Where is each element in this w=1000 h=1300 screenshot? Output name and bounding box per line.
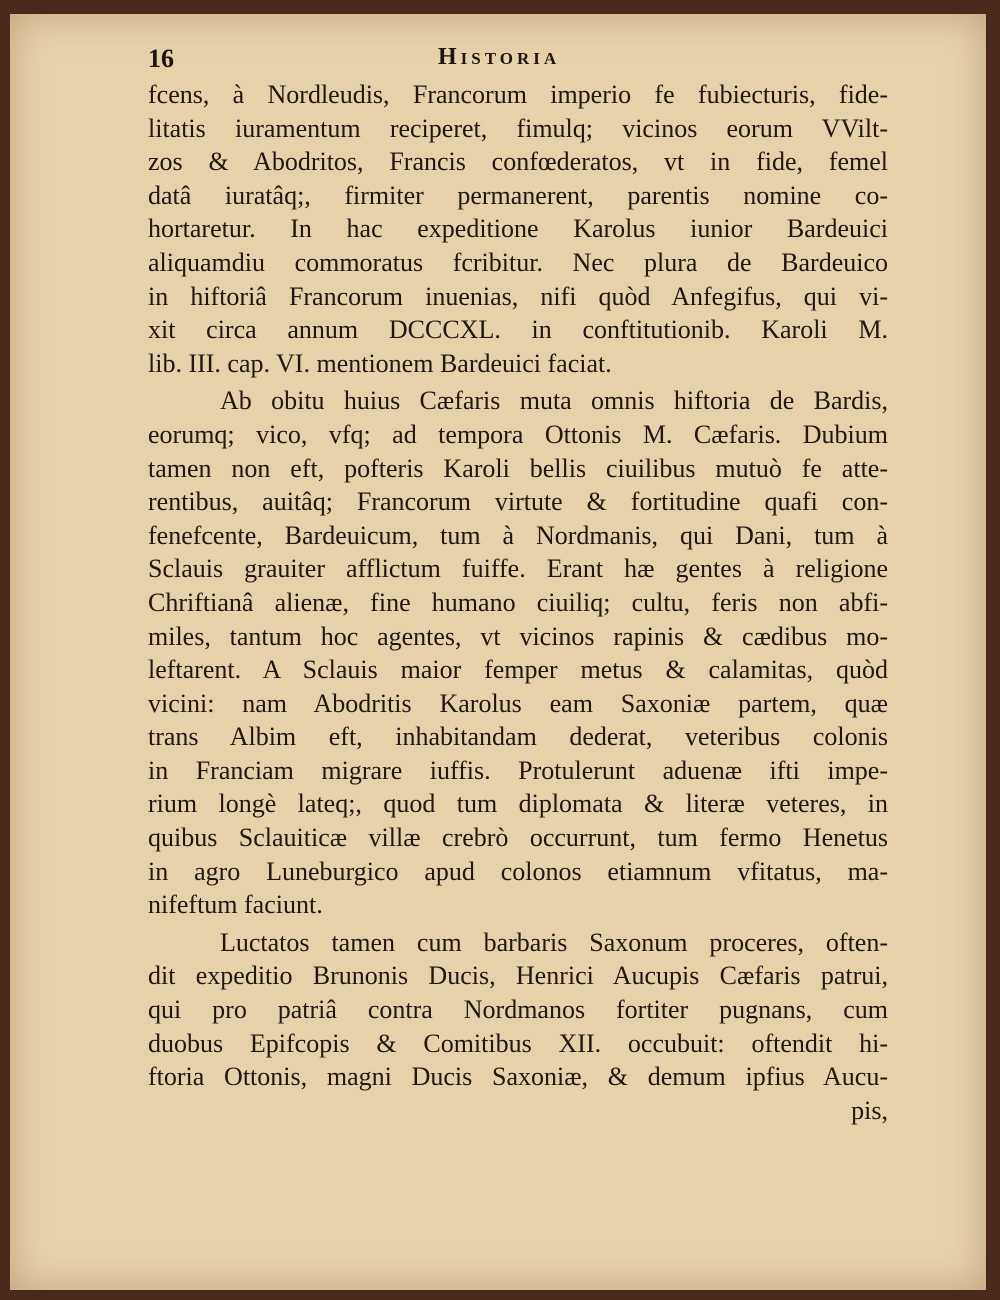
text-line: in hiftoriâ Francorum inuenias, nifi quòd Anfegifus, qui vi-	[148, 281, 888, 311]
text-line: qui pro patriâ contra Nordmanos fortiter pugnans, cum	[148, 995, 888, 1025]
text-line: quibus Sclauiticæ villæ crebrò occurrunt, tum fermo Henetus	[148, 823, 888, 853]
text-line: rium longè lateq;, quod tum diplomata & literæ veteres, in	[148, 789, 888, 819]
paragraph-2	[148, 384, 888, 922]
page-number: 16	[148, 44, 174, 73]
text-line: Chriftianâ alienæ, fine humano ciuiliq; cultu, feris non abfi-	[148, 587, 888, 617]
text-line: Sclauis grauiter afflictum fuiffe. Erant hæ gentes à religione	[148, 554, 888, 584]
text-line: fcens, à Nordleudis, Francorum imperio fe fubiecturis, fide-	[148, 80, 888, 109]
text-line: Ab obitu huius Cæfaris muta omnis hiftoria de Bardis,	[220, 386, 888, 416]
text-line: tamen non eft, pofteris Karoli bellis ciuilibus mutuò fe atte-	[148, 453, 888, 483]
text-line: in agro Luneburgico apud colonos etiamnum vfitatus, ma-	[148, 856, 888, 886]
text-line: zos & Abodritos, Francis confœderatos, vt in fide, femel	[148, 147, 888, 177]
text-line: fenefcente, Bardeuicum, tum à Nordmanis, qui Dani, tum à	[148, 520, 888, 550]
text-line: hortaretur. In hac expeditione Karolus iunior Bardeuici	[148, 214, 888, 244]
text-line: nifeftum faciunt.	[148, 890, 323, 920]
paragraph-1	[148, 78, 888, 380]
paragraph-3	[148, 926, 888, 1094]
text-line: lib. III. cap. VI. mentionem Bardeuici faciat.	[148, 348, 612, 378]
text-line: aliquamdiu commoratus fcribitur. Nec plura de Bardeuico	[148, 247, 888, 277]
text-line: datâ iuratâq;, firmiter permanerent, parentis nomine co-	[148, 180, 888, 210]
text-line: in Franciam migrare iuffis. Protulerunt aduenæ ifti impe-	[148, 755, 888, 785]
text-line: dit expeditio Brunonis Ducis, Henrici Aucupis Cæfaris patrui,	[148, 961, 888, 991]
body-text	[148, 78, 888, 1127]
text-line: rentibus, auitâq; Francorum virtute & fortitudine quafi con-	[148, 487, 888, 517]
text-line: litatis iuramentum reciperet, fimulq; vicinos eorum VVilt-	[148, 113, 888, 143]
running-title: Historia	[438, 44, 561, 70]
text-line: Luctatos tamen cum barbaris Saxonum proceres, often-	[220, 927, 888, 957]
text-line: miles, tantum hoc agentes, vt vicinos rapinis & cædibus mo-	[148, 621, 888, 651]
catchword: pis,	[851, 1095, 888, 1125]
text-line: xit circa annum DCCCXL. in conftitutionib. Karoli M.	[148, 315, 888, 345]
text-line: duobus Epifcopis & Comitibus XII. occubuit: oftendit hi-	[148, 1028, 888, 1058]
text-line: vicini: nam Abodritis Karolus eam Saxoniæ partem, quæ	[148, 688, 888, 718]
text-line: eorumq; vico, vfq; ad tempora Ottonis M. Cæfaris. Dubium	[148, 419, 888, 449]
page-header	[148, 38, 892, 78]
text-line: ftoria Ottonis, magni Ducis Saxoniæ, & demum ipfius Aucu-	[148, 1062, 888, 1092]
text-line: trans Albim eft, inhabitandam dederat, veteribus colonis	[148, 722, 888, 752]
text-line: leftarent. A Sclauis maior femper metus & calamitas, quòd	[148, 655, 888, 685]
